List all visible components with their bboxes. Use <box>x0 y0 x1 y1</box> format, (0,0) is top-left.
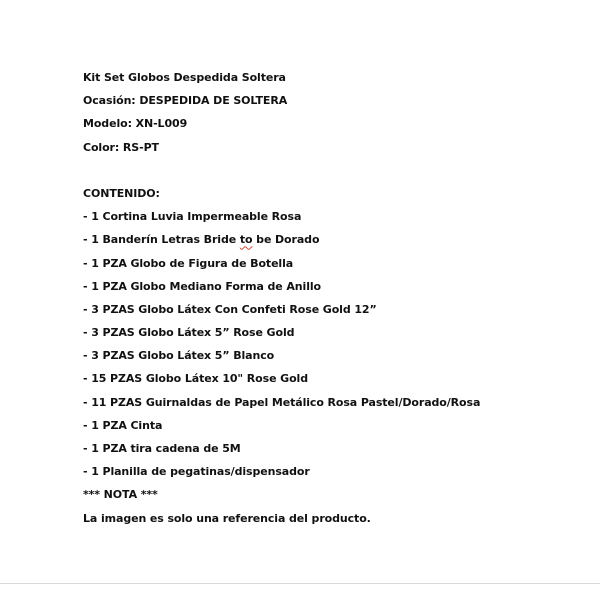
content-item-text: be Dorado <box>252 233 320 247</box>
contents-heading: CONTENIDO: <box>83 186 160 200</box>
note-text: La imagen es solo una referencia del producto. <box>83 511 371 525</box>
content-item: - 3 PZAS Globo Látex 5” Blanco <box>83 349 275 363</box>
bottom-divider <box>0 583 600 584</box>
content-item: - 3 PZAS Globo Látex Con Confeti Rose Gold 12” <box>83 302 377 316</box>
spellcheck-flagged-word[interactable]: to <box>239 233 253 247</box>
content-item: - 11 PZAS Guirnaldas de Papel Metálico Rosa Pastel/Dorado/Rosa <box>83 395 481 409</box>
content-item: - 1 PZA Globo de Figura de Botella <box>83 256 294 270</box>
content-item-banner <box>83 228 593 251</box>
note-label: *** NOTA *** <box>83 488 158 502</box>
content-item: - 1 Planilla de pegatinas/dispensador <box>83 465 310 479</box>
color-line: Color: RS-PT <box>83 140 159 154</box>
content-item: - 1 PZA Globo Mediano Forma de Anillo <box>83 279 322 293</box>
content-item: - 1 PZA Cinta <box>83 418 163 432</box>
content-item: - 15 PZAS Globo Látex 10" Rose Gold <box>83 372 308 386</box>
product-title: Kit Set Globos Despedida Soltera <box>83 71 286 84</box>
model-line: Modelo: XN-L009 <box>83 117 188 131</box>
content-item: - 1 PZA tira cadena de 5M <box>83 442 241 455</box>
product-description-document <box>83 66 593 530</box>
occasion-line: Ocasión: DESPEDIDA DE SOLTERA <box>83 94 288 108</box>
content-item: - 1 Cortina Luvia Impermeable Rosa <box>83 210 302 224</box>
spacer <box>83 159 593 182</box>
content-item-text: - 1 Banderín Letras Bride <box>83 233 240 247</box>
content-item: - 3 PZAS Globo Látex 5” Rose Gold <box>83 326 295 340</box>
